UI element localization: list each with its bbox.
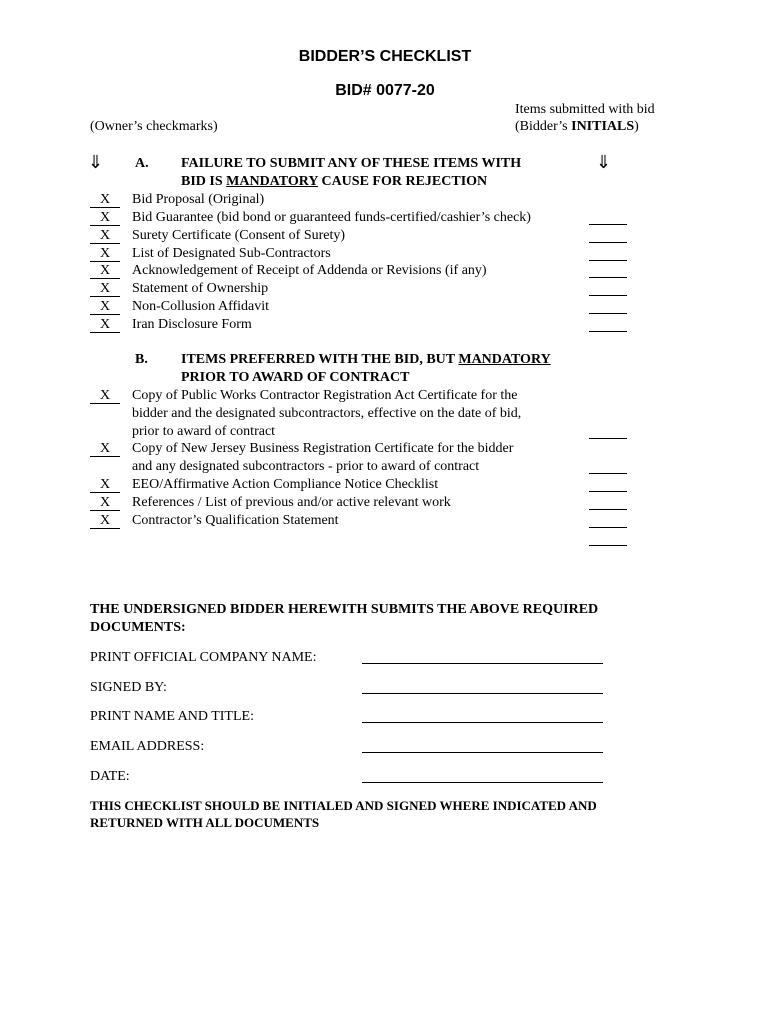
page-title: BIDDER’S CHECKLIST [298, 48, 472, 65]
bidder-initials-field[interactable] [589, 545, 627, 546]
bid-number: BID# 0077-20 [335, 82, 435, 99]
footer-instruction-line1: THIS CHECKLIST SHOULD BE INITIALED AND SIGNED WHERE INDICATED AND [90, 798, 597, 813]
owner-checkmark[interactable]: X [90, 495, 120, 511]
list-item-text: Bid Guarantee (bid bond or guaranteed funds-certified/cashier’s check) [132, 210, 531, 225]
bidder-initials-field[interactable] [589, 313, 627, 314]
bidder-initials-field[interactable] [589, 295, 627, 296]
list-item-text: Bid Proposal (Original) [132, 192, 265, 207]
list-item-text: bidder and the designated subcontractors, effective on the date of bid, [132, 406, 522, 421]
owner-checkmark[interactable]: X [90, 210, 120, 226]
section-a-heading-line2 [181, 173, 487, 191]
email-address-field[interactable] [362, 752, 603, 753]
owner-checkmark[interactable]: X [90, 317, 120, 333]
section-b-heading-line2: PRIOR TO AWARD OF CONTRACT [181, 370, 410, 385]
owner-checkmark[interactable]: X [90, 192, 120, 208]
owner-checkmark[interactable]: X [90, 281, 120, 297]
name-title-field[interactable] [362, 722, 603, 723]
list-item-text: Acknowledgement of Receipt of Addenda or Revisions (if any) [132, 263, 487, 278]
owner-checkmark[interactable]: X [90, 246, 120, 262]
name-title-label: PRINT NAME AND TITLE: [90, 709, 254, 724]
company-name-label: PRINT OFFICIAL COMPANY NAME: [90, 650, 317, 665]
bidder-initials-field[interactable] [589, 260, 627, 261]
bidder-down-arrow-icon: ⇓ [596, 152, 612, 173]
submission-statement-line1: THE UNDERSIGNED BIDDER HEREWITH SUBMITS THE ABOVE REQUIRED [90, 602, 599, 617]
owner-checkmark[interactable]: X [90, 441, 120, 457]
list-item-text: Statement of Ownership [132, 281, 269, 296]
section-b-mandatory: MANDATORY [458, 352, 551, 367]
list-item-text: EEO/Affirmative Action Compliance Notice Checklist [132, 477, 439, 492]
bidder-initials-field[interactable] [589, 242, 627, 243]
owner-checkmarks-label: (Owner’s checkmarks) [90, 119, 218, 134]
company-name-field[interactable] [362, 663, 603, 664]
section-a-heading-pre: BID IS [181, 174, 227, 189]
bidder-initials-field[interactable] [589, 509, 627, 510]
bidders-initials-post: ) [634, 119, 639, 134]
list-item-text: Iran Disclosure Form [132, 317, 252, 332]
bidder-initials-field[interactable] [589, 331, 627, 332]
owner-checkmark[interactable]: X [90, 228, 120, 244]
list-item-text: and any designated subcontractors - prior to award of contract [132, 459, 480, 474]
bidder-initials-field[interactable] [589, 277, 627, 278]
bidders-initials-bold: INITIALS [571, 119, 635, 134]
section-b-letter: B. [135, 352, 148, 367]
list-item-text: prior to award of contract [132, 424, 276, 439]
list-item-text: Surety Certificate (Consent of Surety) [132, 228, 346, 243]
list-item-text: Contractor’s Qualification Statement [132, 513, 339, 528]
section-a-mandatory: MANDATORY [226, 174, 318, 189]
signed-by-label: SIGNED BY: [90, 680, 167, 695]
list-item-text: Copy of New Jersey Business Registration Certificate for the bidder [132, 441, 514, 456]
owner-checkmark[interactable]: X [90, 513, 120, 529]
list-item-text: References / List of previous and/or active relevant work [132, 495, 451, 510]
section-b-heading-pre: ITEMS PREFERRED WITH THE BID, BUT [181, 352, 459, 367]
signed-by-field[interactable] [362, 693, 603, 694]
owner-down-arrow-icon: ⇓ [88, 152, 104, 173]
date-label: DATE: [90, 769, 130, 784]
section-a-heading-post: CAUSE FOR REJECTION [317, 174, 488, 189]
owner-checkmark[interactable]: X [90, 263, 120, 279]
section-a-letter: A. [135, 156, 149, 171]
bidders-initials-pre: (Bidder’s [515, 119, 572, 134]
email-address-label: EMAIL ADDRESS: [90, 739, 205, 754]
list-item-text: Copy of Public Works Contractor Registration Act Certificate for the [132, 388, 518, 403]
owner-checkmark[interactable]: X [90, 299, 120, 315]
bidder-initials-field[interactable] [589, 473, 627, 474]
bidders-initials-label [515, 118, 639, 136]
owner-checkmark[interactable]: X [90, 477, 120, 493]
bidder-initials-field[interactable] [589, 527, 627, 528]
bidder-initials-field[interactable] [589, 224, 627, 225]
section-a-heading-line1: FAILURE TO SUBMIT ANY OF THESE ITEMS WITH [181, 156, 522, 171]
date-field[interactable] [362, 782, 603, 783]
submission-statement-line2: DOCUMENTS: [90, 620, 186, 635]
bidder-initials-field[interactable] [589, 491, 627, 492]
section-b-heading-line1 [181, 351, 551, 369]
items-submitted-label: Items submitted with bid [515, 102, 655, 117]
list-item-text: List of Designated Sub-Contractors [132, 246, 331, 261]
owner-checkmark[interactable]: X [90, 388, 120, 404]
bidder-initials-field[interactable] [589, 438, 627, 439]
footer-instruction-line2: RETURNED WITH ALL DOCUMENTS [90, 815, 320, 830]
list-item-text: Non-Collusion Affidavit [132, 299, 270, 314]
